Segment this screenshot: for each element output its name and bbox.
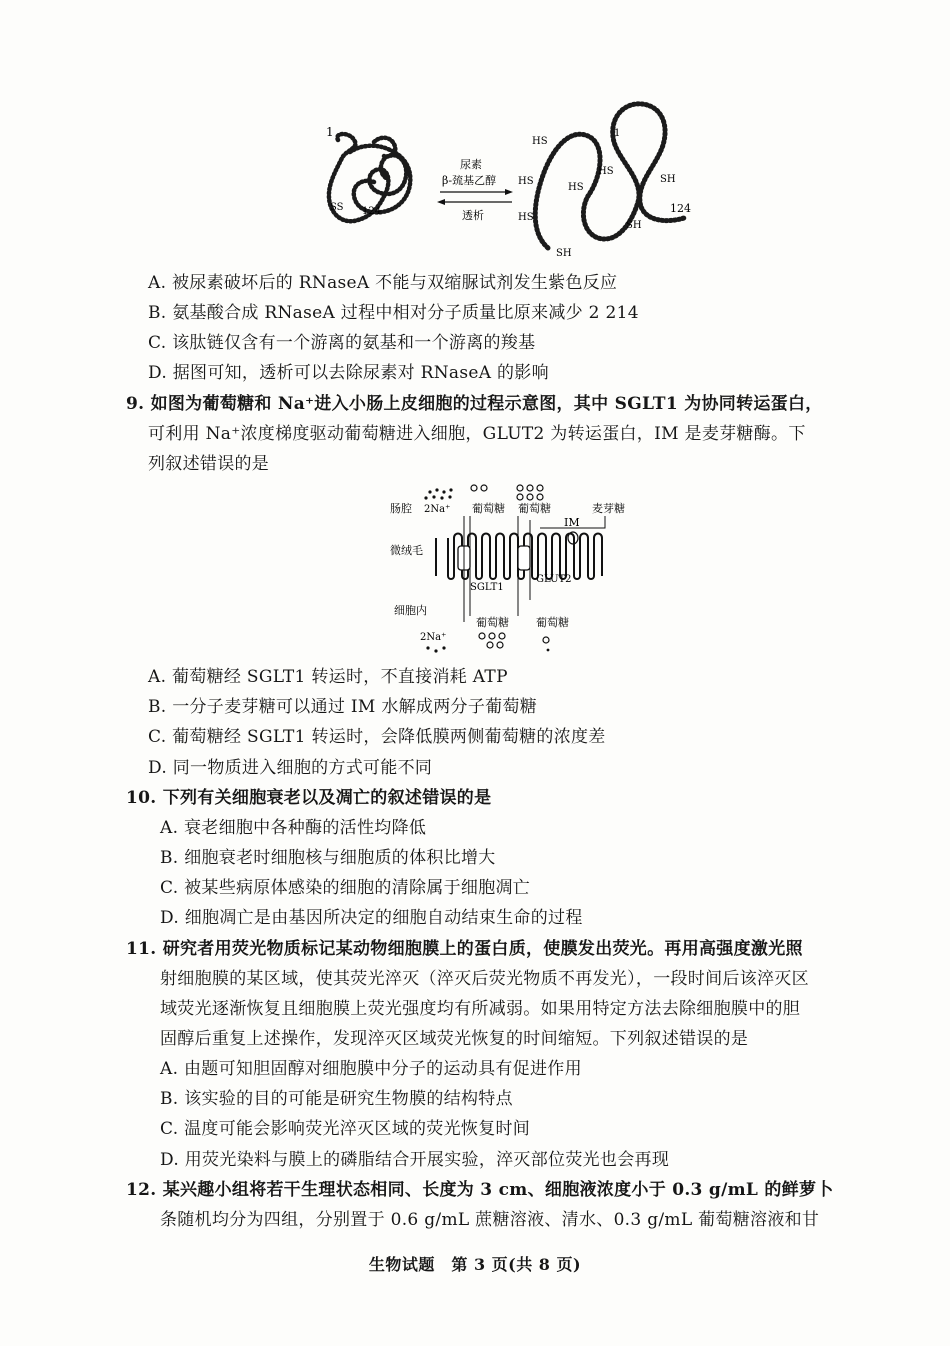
q10-stem: 10. 下列有关细胞衰老以及凋亡的叙述错误的是 — [126, 788, 492, 808]
q8-option-d: D. 据图可知，透析可以去除尿素对 RNaseA 的影响 — [148, 363, 549, 383]
sh-label-3: SH — [556, 248, 572, 259]
chain-start-label: 1 — [326, 125, 334, 139]
glucose-bottom-label-1: 葡萄糖 — [476, 616, 509, 629]
q10-option-a: A. 衰老细胞中各种酶的活性均降低 — [160, 818, 427, 838]
transport-figure — [390, 480, 650, 660]
q8-option-b: B. 氨基酸合成 RNaseA 过程中相对分子质量比原来减少 2 214 — [148, 303, 639, 323]
q11-stem-line-2: 射细胞膜的某区域，使其荧光淬灭（淬灭后荧光物质不再发光），一段时间后该淬灭区 — [160, 969, 809, 989]
q9-stem-line-3: 列叙述错误的是 — [148, 454, 270, 474]
sodium-dots-top — [424, 488, 452, 499]
chain-one-label: 1 — [614, 128, 621, 139]
lumen-label: 肠腔 — [390, 502, 412, 515]
urea-label: 尿素 — [460, 158, 482, 171]
q11-stem-line-3: 域荧光逐渐恢复且细胞膜上荧光强度均有所减弱。如果用特定方法去除细胞膜中的胆 — [160, 999, 801, 1019]
q11-stem-line-4: 固醇后重复上述操作，发现淬灭区域荧光恢复的时间缩短。下列叙述错误的是 — [160, 1029, 749, 1049]
glucose-bottom-label-2: 葡萄糖 — [536, 616, 569, 629]
q11-option-b: B. 该实验的目的可能是研究生物膜的结构特点 — [160, 1089, 513, 1109]
rnasea-figure — [320, 92, 700, 262]
hs-label-4: HS — [568, 182, 584, 193]
q9-option-a: A. 葡萄糖经 SGLT1 转运时，不直接消耗 ATP — [148, 667, 508, 687]
q9-option-c: C. 葡萄糖经 SGLT1 转运时，会降低膜两侧葡萄糖的浓度差 — [148, 727, 606, 747]
q12-stem-line-1: 12. 某兴趣小组将若干生理状态相同、长度为 3 cm、细胞液浓度小于 0.3 g/mL 的鲜萝卜 — [126, 1180, 834, 1200]
q8-option-a: A. 被尿素破坏后的 RNaseA 不能与双缩脲试剂发生紫色反应 — [148, 273, 618, 293]
glut2-protein — [518, 546, 530, 570]
microvilli-label: 微绒毛 — [390, 544, 423, 557]
q9-stem-line-1: 9. 如图为葡萄糖和 Na⁺进入小肠上皮细胞的过程示意图，其中 SGLT1 为协同转运蛋白， — [126, 394, 823, 414]
glucose-circles-bottom — [479, 633, 549, 648]
glucose-top-label-2: 葡萄糖 — [518, 502, 551, 515]
q10-option-b: B. 细胞衰老时细胞核与细胞质的体积比增大 — [160, 848, 496, 868]
q11-stem-line-1: 11. 研究者用荧光物质标记某动物细胞膜上的蛋白质，使膜发出荧光。再用高强度激光照 — [126, 939, 803, 959]
glucose-circles-top — [471, 485, 543, 500]
q9-option-d: D. 同一物质进入细胞的方式可能不同 — [148, 758, 433, 778]
chain-end-label-left: 124 — [362, 206, 382, 217]
q10-option-c: C. 被某些病原体感染的细胞的清除属于细胞凋亡 — [160, 878, 531, 898]
im-label: IM — [564, 516, 580, 529]
hs-label-3: HS — [518, 212, 534, 223]
page-footer: 生物试题 第 3 页(共 8 页) — [368, 1255, 582, 1274]
q9-option-b: B. 一分子麦芽糖可以通过 IM 水解成两分子葡萄糖 — [148, 697, 538, 717]
q11-option-c: C. 温度可能会影响荧光淬灭区域的荧光恢复时间 — [160, 1119, 531, 1139]
chain-end-label: 124 — [670, 202, 691, 215]
q10-option-d: D. 细胞凋亡是由基因所决定的细胞自动结束生命的过程 — [160, 908, 583, 928]
ss-label: SS — [330, 202, 344, 213]
sglt1-label: SGLT1 — [470, 582, 504, 593]
dialysis-label: 透析 — [462, 209, 484, 222]
na-bottom-label: 2Na⁺ — [420, 632, 447, 643]
q8-option-c: C. 该肽链仅含有一个游离的氨基和一个游离的羧基 — [148, 333, 536, 353]
hs-label-2: HS — [518, 176, 534, 187]
hs-label-5: HS — [598, 166, 614, 177]
glut2-label: GLUT2 — [536, 574, 572, 585]
maltose-label: 麦芽糖 — [592, 502, 625, 515]
inside-label: 细胞内 — [394, 604, 427, 617]
glucose-top-label-1: 葡萄糖 — [472, 502, 505, 515]
hs-label-1: HS — [532, 136, 548, 147]
na-top-label: 2Na⁺ — [424, 504, 451, 515]
q12-stem-line-2: 条随机均分为四组，分别置于 0.6 g/mL 蔗糖溶液、清水、0.3 g/mL 葡萄糖溶液和甘 — [160, 1210, 820, 1230]
sh-label-1: SH — [660, 174, 676, 185]
sh-label-2: SH — [626, 220, 642, 231]
q11-option-d: D. 用荧光染料与膜上的磷脂结合开展实验，淬灭部位荧光也会再现 — [160, 1150, 670, 1170]
q9-stem-line-2: 可利用 Na⁺浓度梯度驱动葡萄糖进入细胞，GLUT2 为转运蛋白，IM 是麦芽糖酶。下 — [148, 424, 806, 444]
mercaptoethanol-label: β-巯基乙醇 — [442, 174, 497, 187]
q11-option-a: A. 由题可知胆固醇对细胞膜中分子的运动具有促进作用 — [160, 1059, 582, 1079]
